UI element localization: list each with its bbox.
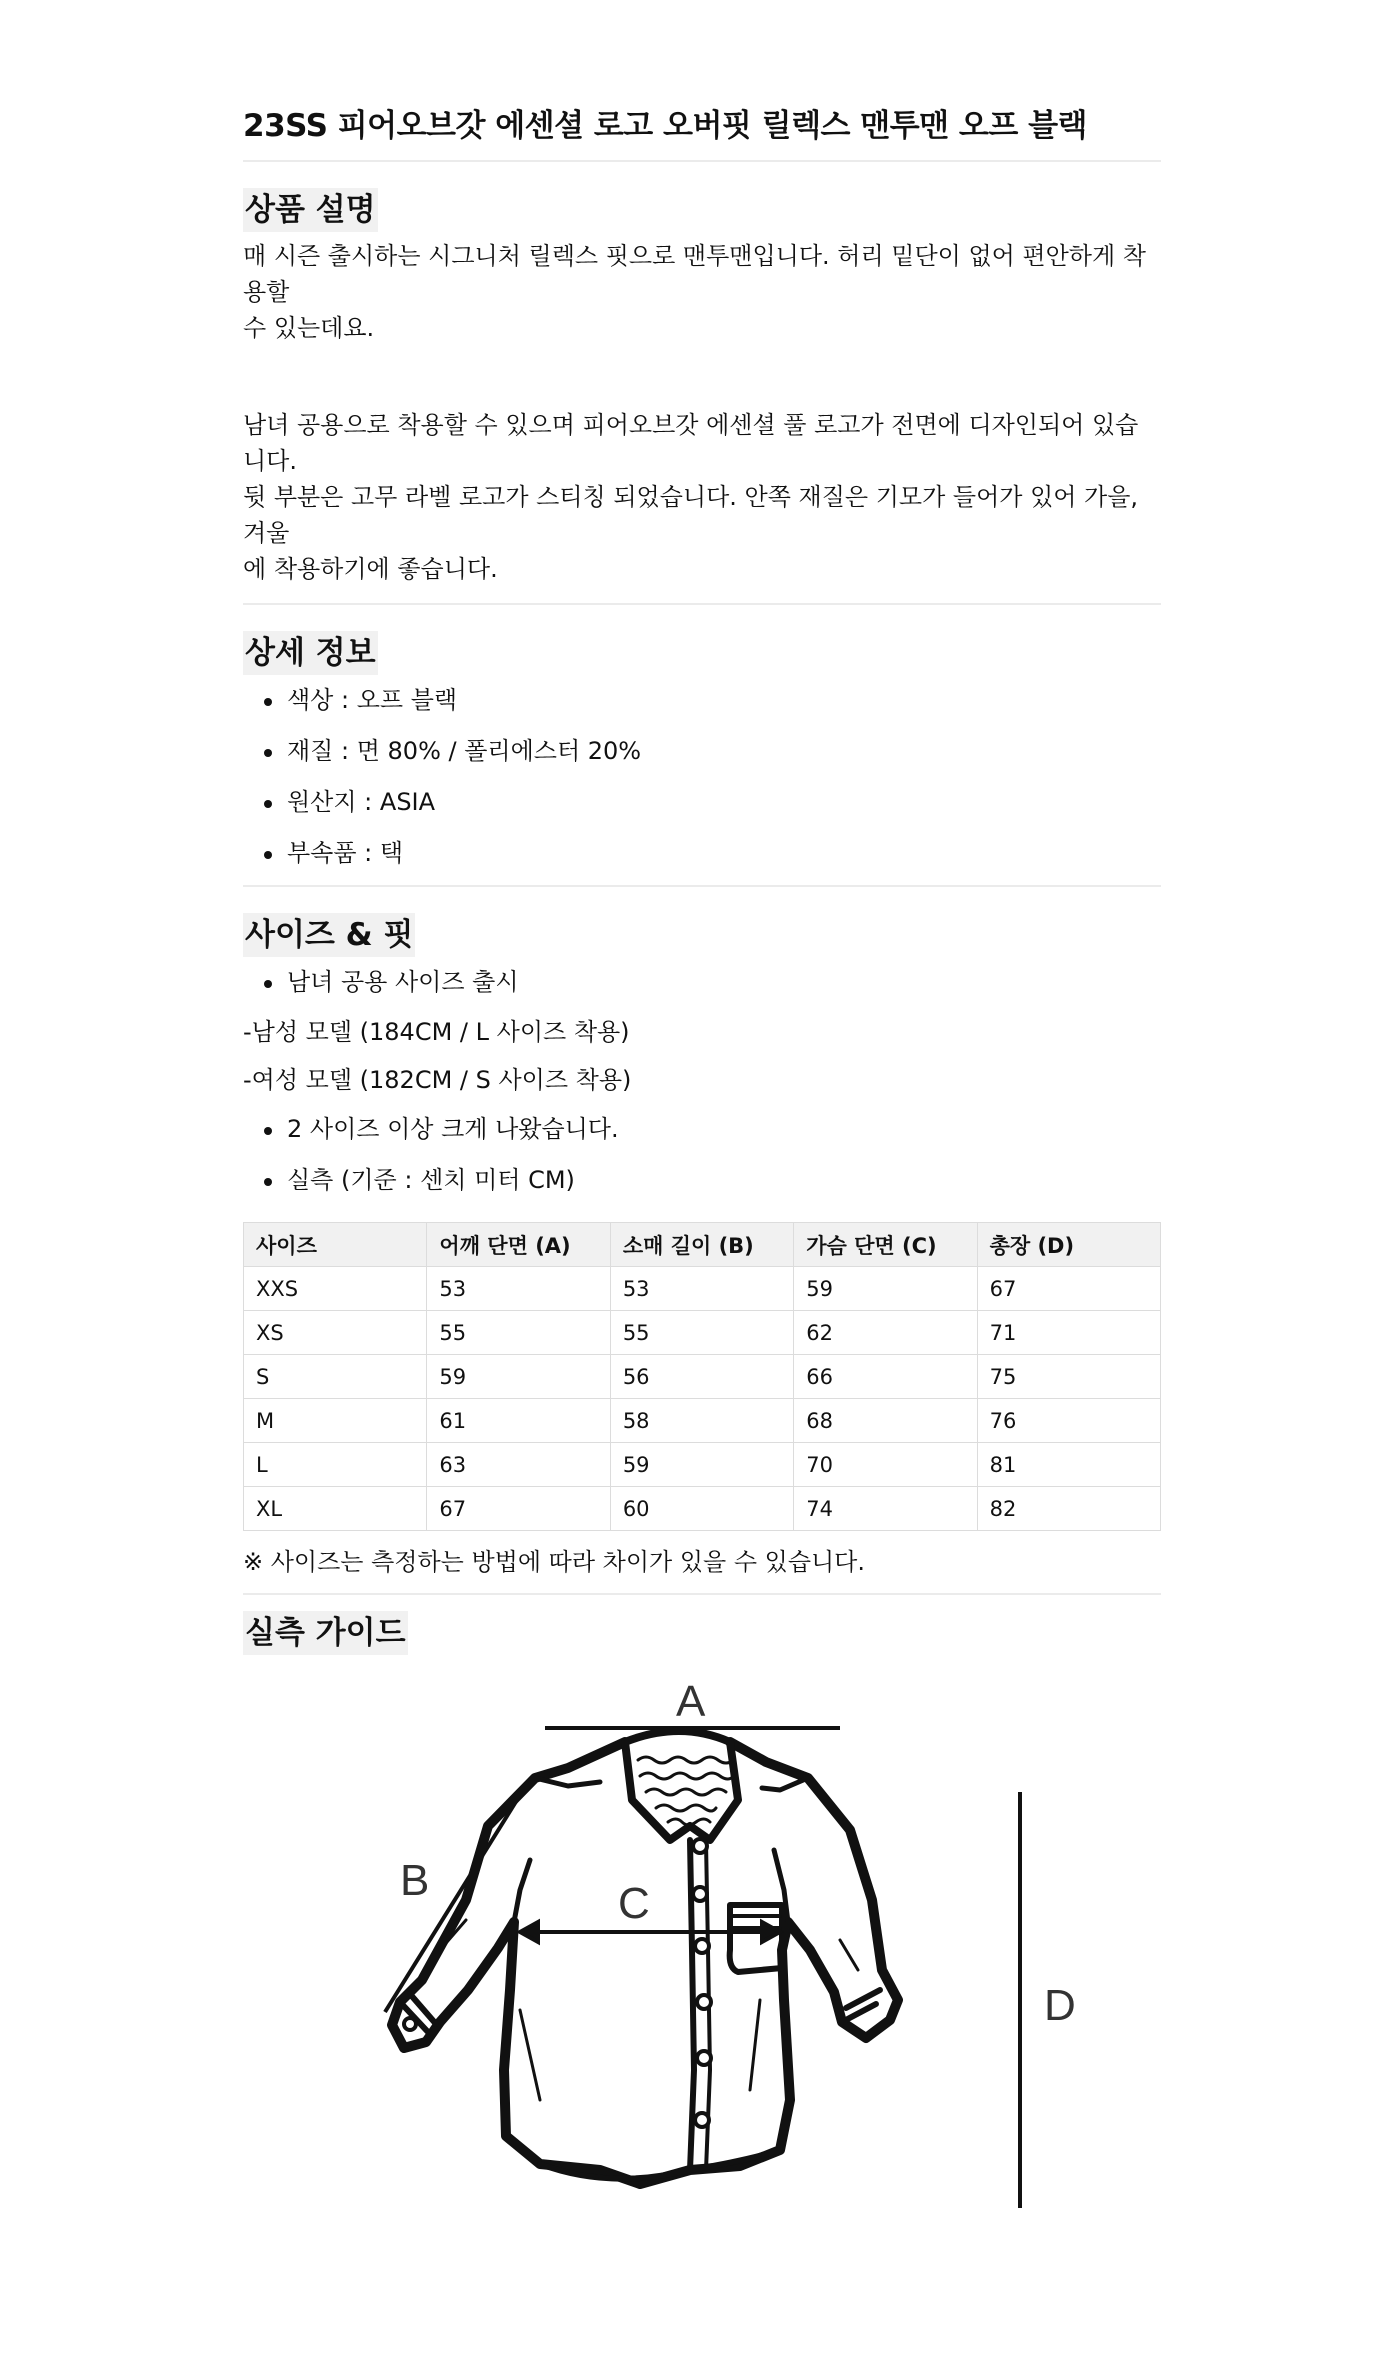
shirt-buttons [404,1839,711,2127]
table-cell: 70 [794,1443,977,1487]
table-cell: 66 [794,1355,977,1399]
table-cell: 55 [427,1311,610,1355]
description-text-line: 뒷 부분은 고무 라벨 로고가 스티칭 되었습니다. 안쪽 재질은 기모가 들어가 있어 가을, 겨울 [243,483,1139,547]
table-cell: 75 [977,1355,1160,1399]
table-header-row [244,1223,1161,1267]
table-cell: 71 [977,1311,1160,1355]
header-length: 총장 (D) [977,1223,1160,1267]
size-fit-heading: 사이즈 & 핏 [243,913,415,957]
label-a: A [676,1677,706,1726]
button-icon [693,1839,707,1853]
button-icon [404,2018,416,2030]
header-chest: 가슴 단면 (C) [794,1223,977,1267]
table-row [244,1399,1161,1443]
table-cell: 74 [794,1487,977,1531]
table-cell: L [244,1443,427,1487]
table-cell: 76 [977,1399,1160,1443]
table-cell: XL [244,1487,427,1531]
details-heading: 상세 정보 [243,631,378,675]
label-c: C [618,1879,650,1928]
table-cell: 63 [427,1443,610,1487]
button-icon [697,2051,711,2065]
male-model-info: -남성 모델 (184CM / L 사이즈 착용) [243,1018,630,1046]
table-cell: 55 [610,1311,793,1355]
size-fit-list [243,957,1161,1008]
table-cell: 67 [427,1487,610,1531]
header-shoulder: 어깨 단면 (A) [427,1223,610,1267]
button-icon [695,2113,709,2127]
product-title: 23SS 피어오브갓 에센셜 로고 오버핏 릴렉스 맨투맨 오프 블랙 [243,108,1087,144]
table-cell: 82 [977,1487,1160,1531]
button-icon [693,1887,707,1901]
size-note: ※ 사이즈는 측정하는 방법에 따라 차이가 있을 수 있습니다. [243,1548,865,1576]
label-d: D [1044,1981,1076,2030]
table-cell: 62 [794,1311,977,1355]
description-heading: 상품 설명 [243,188,378,232]
table-cell: 56 [610,1355,793,1399]
table-cell: 53 [610,1267,793,1311]
table-cell: 59 [610,1443,793,1487]
table-cell: 58 [610,1399,793,1443]
table-cell: S [244,1355,427,1399]
table-cell: XXS [244,1267,427,1311]
description-text-line: 매 시즌 출시하는 시그니처 릴렉스 핏으로 맨투맨입니다. 허리 밑단이 없어 편안하게 착용할 [243,242,1146,306]
table-cell: 81 [977,1443,1160,1487]
table-cell: 60 [610,1487,793,1531]
button-icon [697,1995,711,2009]
details-list [243,675,1161,879]
female-model-info: -여성 모델 (182CM / S 사이즈 착용) [243,1066,632,1094]
shirt-icon [392,1731,898,2184]
size-fit-oversize-note: 2 사이즈 이상 크게 나왔습니다. [243,1104,1161,1155]
size-fit-measure-unit: 실측 (기준 : 센치 미터 CM) [243,1155,1161,1206]
table-cell: M [244,1399,427,1443]
header-size: 사이즈 [244,1223,427,1267]
size-table [243,1222,1161,1531]
label-b: B [400,1856,430,1905]
table-row [244,1355,1161,1399]
table-row [244,1267,1161,1311]
details-item-accessories: 부속품 : 택 [243,828,1161,879]
header-sleeve: 소매 길이 (B) [610,1223,793,1267]
size-fit-unisex: 남녀 공용 사이즈 출시 [243,957,1161,1008]
measurement-guide-illustration [370,1650,1090,2230]
table-cell: 59 [427,1355,610,1399]
description-text-line: 수 있는데요. [243,314,375,342]
table-row [244,1487,1161,1531]
table-cell: 59 [794,1267,977,1311]
table-row [244,1443,1161,1487]
sleeve-measure-line [385,1800,517,2012]
table-row [244,1311,1161,1355]
button-icon [695,1939,709,1953]
table-cell: 53 [427,1267,610,1311]
details-item-color: 색상 : 오프 블랙 [243,675,1161,726]
table-cell: 61 [427,1399,610,1443]
table-cell: XS [244,1311,427,1355]
guide-heading: 실측 가이드 [243,1611,408,1655]
description-text-line: 남녀 공용으로 착용할 수 있으며 피어오브갓 에센셜 풀 로고가 전면에 디자인되어 있습니다. [243,411,1139,475]
details-item-origin: 원산지 : ASIA [243,777,1161,828]
table-cell: 68 [794,1399,977,1443]
description-text-line: 에 착용하기에 좋습니다. [243,555,498,583]
product-detail-page [243,96,1161,1655]
table-cell: 67 [977,1267,1160,1311]
chest-measure-arrow [520,1922,780,1942]
details-item-material: 재질 : 면 80% / 폴리에스터 20% [243,726,1161,777]
size-fit-list [243,1104,1161,1206]
